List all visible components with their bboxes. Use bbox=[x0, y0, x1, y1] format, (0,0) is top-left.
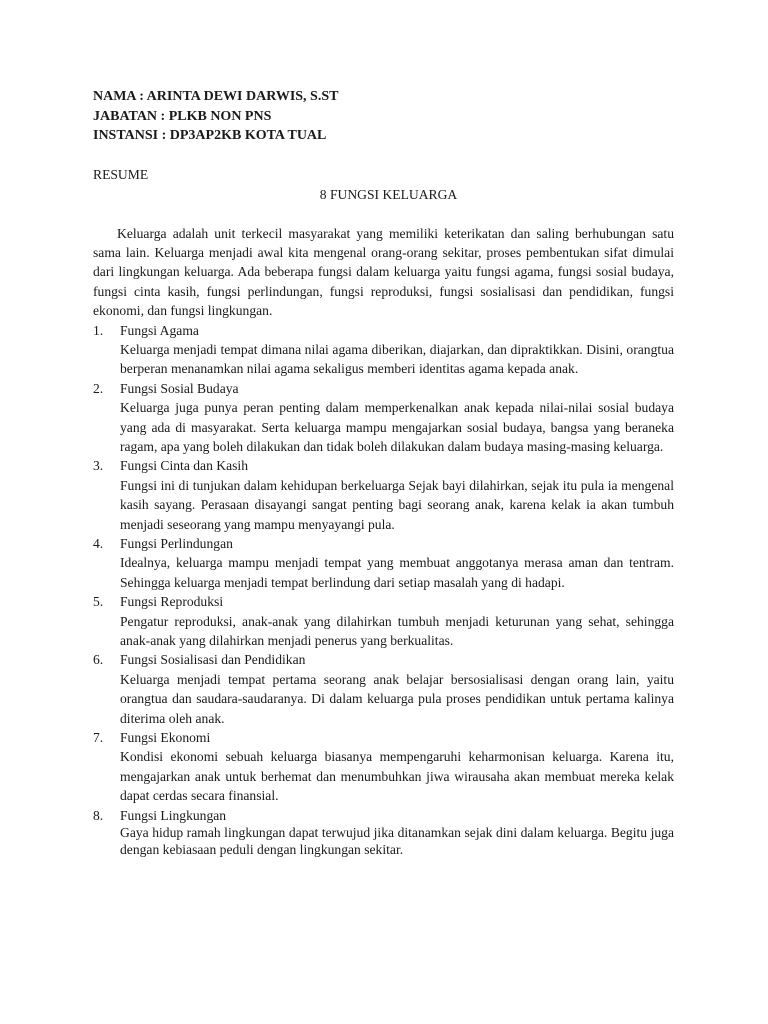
document-page bbox=[93, 87, 674, 858]
item-title: Fungsi Perlindungan bbox=[120, 536, 233, 551]
item-number: 6. bbox=[93, 652, 104, 668]
list-item bbox=[93, 534, 674, 592]
item-number: 8. bbox=[93, 807, 104, 823]
intro-paragraph: Keluarga adalah unit terkecil masyarakat yang memiliki keterikatan dan saling berhubungan satu sama lain. Keluarga menjadi awal kita mengenal orang-orang sekitar, proses pembentukan sifat dimulai dari lingkungan keluarga. Ada beberapa fungsi dalam keluarga yaitu fungsi agama, fungsi sosial budaya, fungsi cinta kasih, fungsi perlindungan, fungsi reproduksi, fungsi sosialisasi dan pendidikan, fungsi ekonomi, dan fungsi lingkungan. bbox=[93, 225, 674, 319]
document-title: 8 FUNGSI KELUARGA bbox=[319, 186, 458, 202]
item-title: Fungsi Ekonomi bbox=[120, 730, 211, 746]
item-number: 7. bbox=[93, 730, 104, 746]
item-description: Idealnya, keluarga mampu menjadi tempat yang membuat anggotanya merasa aman dan tentram. Sehingga keluarga menjadi tempat berlindung dari setiap masalah yang di hadapi. bbox=[120, 555, 674, 590]
item-description: Keluarga menjadi tempat pertama seorang anak belajar bersosialisasi dengan orang lain, yaitu orangtua dan saudara-saudaranya. Di dalam keluarga pula proses pendidikan untuk pertama kalinya diterima oleh anak. bbox=[120, 671, 674, 726]
header-position: JABATAN : PLKB NON PNS bbox=[93, 108, 272, 124]
item-description: Kondisi ekonomi sebuah keluarga biasanya mempengaruhi keharmonisan keluarga. Karena itu, mengajarkan anak untuk berhemat dan menumbuhkan jiwa wirausaha akan membuat mereka kelak dapat cerdas secara finansial. bbox=[120, 749, 674, 804]
resume-label: RESUME bbox=[93, 167, 149, 182]
list-item bbox=[93, 379, 674, 457]
item-number: 5. bbox=[93, 594, 104, 610]
function-list bbox=[93, 321, 674, 859]
item-title: Fungsi Sosialisasi dan Pendidikan bbox=[120, 652, 306, 668]
item-number: 4. bbox=[93, 536, 104, 551]
list-item bbox=[93, 321, 674, 379]
list-item bbox=[93, 728, 674, 806]
item-title: Fungsi Sosial Budaya bbox=[120, 380, 239, 396]
item-description: Fungsi ini di tunjukan dalam kehidupan berkeluarga Sejak bayi dilahirkan, sejak itu pula ia mengenal kasih sayang. Perasaan disayangi sangat penting bagi seorang anak, karena kelak ia akan tumbuh menjadi seseorang yang mampu menyayangi pula. bbox=[120, 477, 674, 532]
item-title: Fungsi Lingkungan bbox=[120, 807, 227, 823]
item-description: Keluarga juga punya peran penting dalam memperkenalkan anak kepada nilai-nilai sosial budaya yang ada di masyarakat. Serta keluarga mampu mengajarkan sosial budaya, bangsa yang beraneka ragam, apa yang boleh dilakukan dan tidak boleh dilakukan dalam budaya masing-masing keluarga. bbox=[120, 400, 674, 454]
header-name: NAMA : ARINTA DEWI DARWIS, S.ST bbox=[93, 89, 339, 104]
item-title: Fungsi Reproduksi bbox=[120, 594, 224, 610]
spacer bbox=[93, 204, 674, 224]
item-title: Fungsi Agama bbox=[120, 322, 199, 338]
list-item bbox=[93, 650, 674, 728]
spacer bbox=[93, 146, 674, 166]
item-number: 2. bbox=[93, 380, 104, 396]
item-title: Fungsi Cinta dan Kasih bbox=[120, 458, 249, 474]
item-description: Pengatur reproduksi, anak-anak yang dilahirkan tumbuh menjadi keturunan yang sehat, sehingga anak-anak yang dilahirkan menjadi penerus yang berkualitas. bbox=[120, 613, 674, 649]
item-description: Keluarga menjadi tempat dimana nilai agama diberikan, diajarkan, dan dipraktikkan. Disini, orangtua berperan menanamkan nilai agama sekaligus memberi identitas agama kepada anak. bbox=[120, 341, 674, 377]
list-item bbox=[93, 456, 674, 534]
item-description: Gaya hidup ramah lingkungan dapat terwujud jika ditanamkan sejak dini dalam keluarga. Begitu juga dengan kebiasaan peduli dengan lingkungan sekitar. bbox=[120, 825, 674, 857]
item-number: 3. bbox=[93, 458, 104, 474]
item-number: 1. bbox=[93, 322, 104, 338]
list-item bbox=[93, 592, 674, 650]
list-item bbox=[93, 806, 674, 858]
header-institution: INSTANSI : DP3AP2KB KOTA TUAL bbox=[93, 128, 327, 143]
